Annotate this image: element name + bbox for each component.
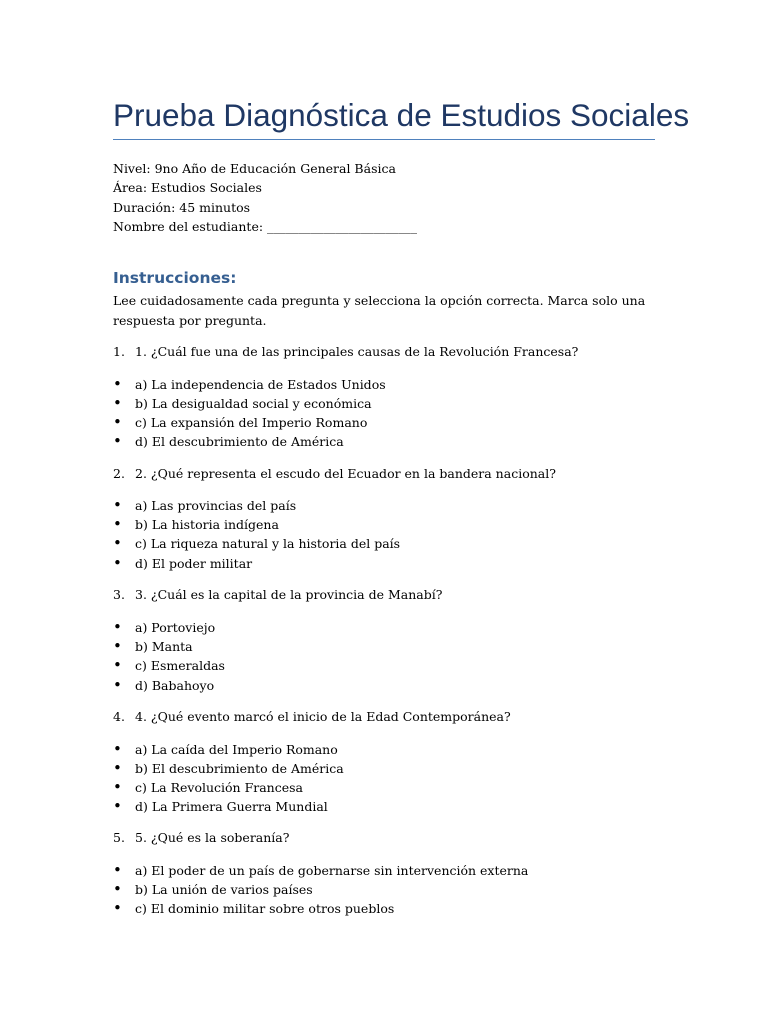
bullet-icon: • (113, 675, 122, 694)
meta-area: Área: Estudios Sociales (113, 180, 262, 196)
bullet-icon: • (113, 797, 122, 816)
title-underline (113, 139, 655, 140)
bullet-icon: • (113, 637, 122, 656)
option-text: a) La independencia de Estados Unidos (135, 376, 386, 392)
bullet-icon: • (113, 880, 122, 899)
option-text: b) La desigualdad social y económica (135, 395, 372, 411)
bullet-icon: • (113, 515, 122, 534)
instructions-text: Lee cuidadosamente cada pregunta y selecciona la opción correcta. Marca solo una respuesta por pregunta. (113, 293, 646, 328)
question-1 (113, 342, 578, 362)
meta-nivel: Nivel: 9no Año de Educación General Básica (113, 161, 396, 176)
bullet-icon: • (113, 534, 122, 553)
question-text: 3. ¿Cuál es la capital de la provincia de Manabí? (135, 587, 443, 602)
bullet-icon: • (113, 393, 122, 412)
bullet-icon: • (113, 618, 122, 636)
question-number: 1. (113, 344, 125, 359)
question-5 (113, 828, 289, 848)
question-text: 1. ¿Cuál fue una de las principales causas de la Revolución Francesa? (135, 344, 579, 359)
option-text: d) Babahoyo (135, 677, 215, 693)
bullet-icon: • (113, 861, 122, 879)
question-3 (113, 585, 442, 605)
option-text: a) Portoviejo (135, 620, 216, 635)
question-2 (113, 464, 556, 484)
question-number: 5. (113, 830, 125, 845)
option-text: b) El descubrimiento de América (135, 760, 344, 776)
bullet-icon: • (113, 553, 122, 572)
option-text: c) La Revolución Francesa (135, 779, 303, 795)
metadata-block (113, 159, 417, 236)
bullet-icon: • (113, 899, 122, 918)
question-text: 4. ¿Qué evento marcó el inicio de la Edad Contemporánea? (135, 709, 511, 724)
instructions-heading: Instrucciones: (113, 269, 237, 287)
question-number: 4. (113, 709, 125, 724)
question-text: 2. ¿Qué representa el escudo del Ecuador en la bandera nacional? (135, 466, 556, 481)
meta-duracion: Duración: 45 minutos (113, 199, 251, 215)
question-number: 2. (113, 466, 125, 481)
question-number: 3. (113, 587, 125, 602)
bullet-icon: • (113, 374, 122, 393)
bullet-icon: • (113, 496, 122, 514)
bullet-icon: • (113, 758, 122, 777)
bullet-icon: • (113, 777, 122, 796)
option-text: d) El poder militar (135, 555, 253, 571)
option-text: c) El dominio militar sobre otros pueblos (135, 901, 395, 917)
bullet-icon: • (113, 432, 122, 451)
option-text: c) La riqueza natural y la historia del país (135, 536, 401, 552)
question-4 (113, 707, 511, 727)
option-text: a) La caída del Imperio Romano (135, 741, 338, 757)
option-text: d) La Primera Guerra Mundial (135, 799, 328, 815)
option-text: c) Esmeraldas (135, 658, 225, 674)
bullet-icon: • (113, 412, 122, 431)
option-text: a) Las provincias del país (135, 498, 297, 513)
question-text: 5. ¿Qué es la soberanía? (135, 830, 290, 845)
option-text: d) El descubrimiento de América (135, 434, 344, 450)
option-text: b) La historia indígena (135, 517, 279, 533)
bullet-icon: • (113, 739, 122, 758)
option-text: b) Manta (135, 639, 193, 655)
bullet-icon: • (113, 656, 122, 675)
option-text: a) El poder de un país de gobernarse sin intervención externa (135, 863, 529, 878)
option-text: b) La unión de varios países (135, 882, 313, 898)
meta-nombre: Nombre del estudiante: ________________________ (113, 218, 418, 234)
document-title: Prueba Diagnóstica de Estudios Sociales (113, 97, 690, 133)
option-text: c) La expansión del Imperio Romano (135, 414, 368, 430)
